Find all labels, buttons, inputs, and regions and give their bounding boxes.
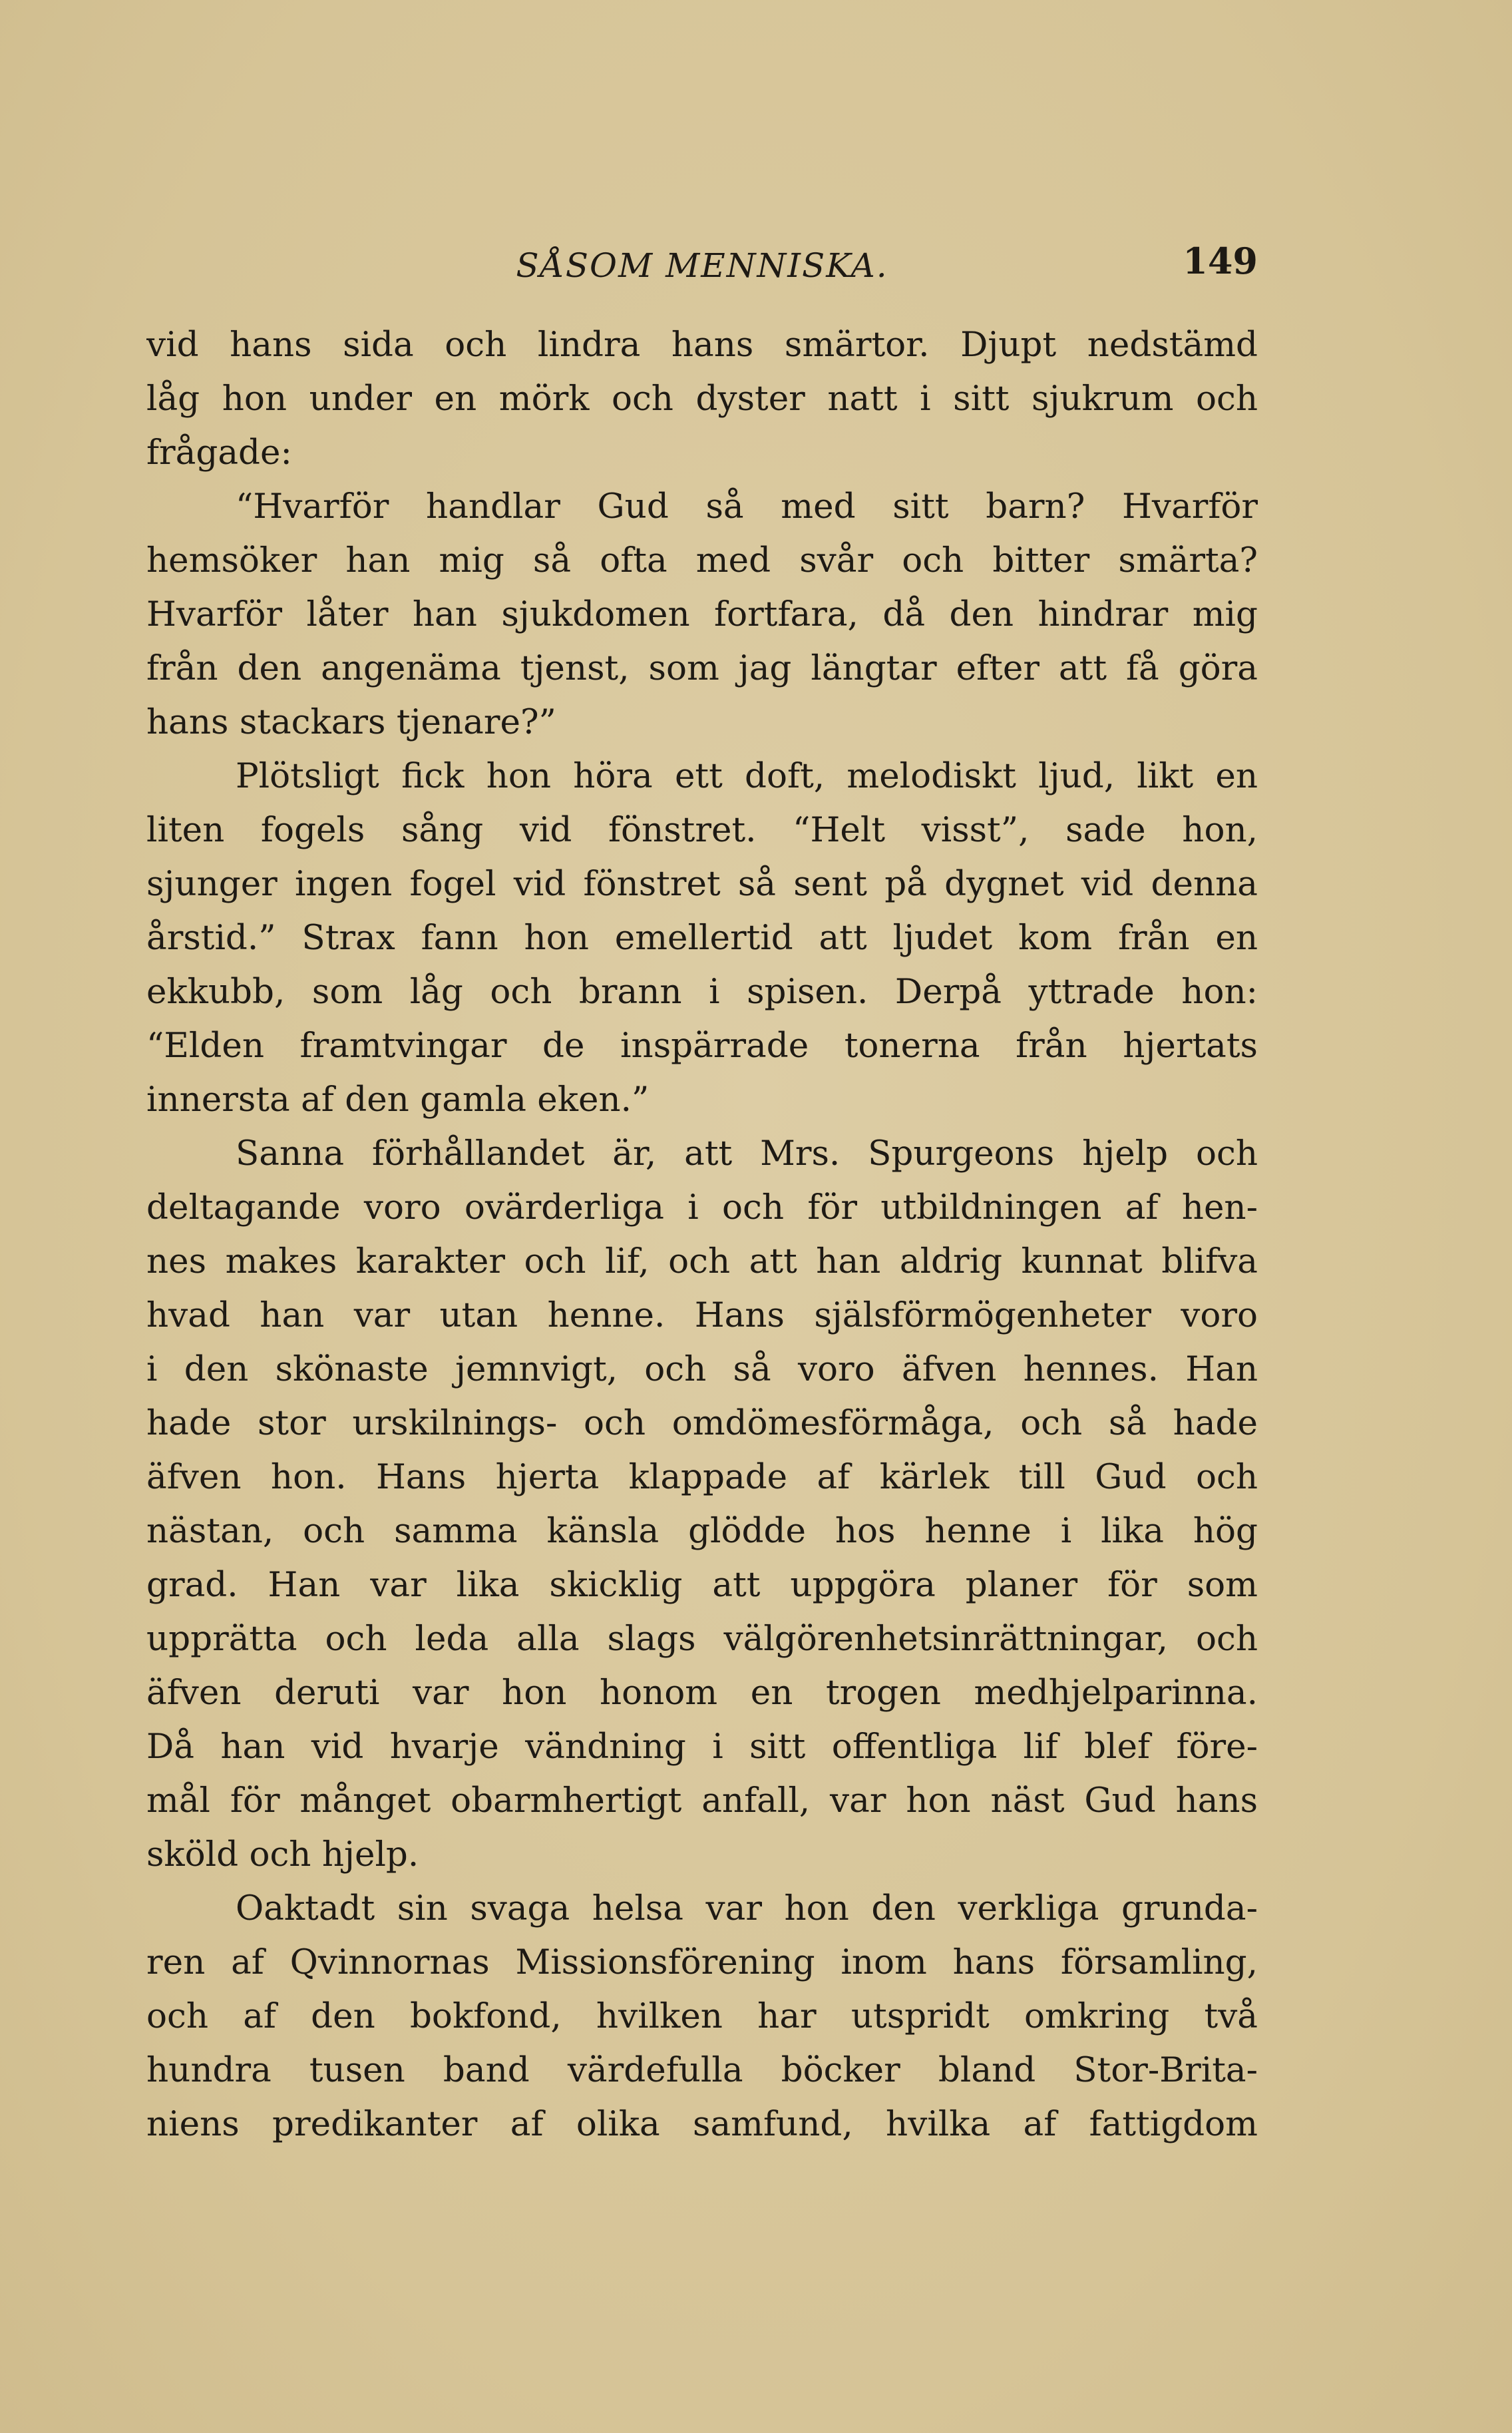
body-text [146, 318, 1258, 2151]
text-line: Hvarför låter han sjukdomen fortfara, då den hindrar mig [146, 594, 1258, 634]
page-header [146, 240, 1258, 293]
text-line: hade stor urskilnings- och omdömesförmåga, och så hade [146, 1403, 1258, 1443]
text-line: innersta af den gamla eken.” [146, 1080, 650, 1120]
text-line: äfven hon. Hans hjerta klappade af kärlek till Gud och [146, 1457, 1258, 1497]
page-number: 149 [1183, 240, 1258, 282]
text-line: äfven deruti var hon honom en trogen medhjelparinna. [146, 1673, 1258, 1713]
text-line: Då han vid hvarje vändning i sitt offentliga lif blef före- [146, 1727, 1258, 1767]
text-line: hemsöker han mig så ofta med svår och bitter smärta? [146, 541, 1258, 580]
text-line: vid hans sida och lindra hans smärtor. Djupt nedstämd [146, 325, 1258, 365]
text-line: upprätta och leda alla slags välgörenhetsinrättningar, och [146, 1619, 1258, 1659]
text-line: grad. Han var lika skicklig att uppgöra planer för som [146, 1565, 1258, 1605]
text-line: Plötsligt fick hon höra ett doft, melodiskt ljud, likt en [236, 756, 1258, 796]
text-line: Oaktadt sin svaga helsa var hon den verkliga grunda- [236, 1888, 1258, 1928]
text-line: “Elden framtvingar de inspärrade tonerna från hjertats [146, 1026, 1258, 1066]
text-line: mål för månget obarmhertigt anfall, var hon näst Gud hans [146, 1781, 1258, 1821]
text-line: sjunger ingen fogel vid fönstret så sent på dygnet vid denna [146, 864, 1258, 904]
text-line: årstid.” Strax fann hon emellertid att ljudet kom från en [146, 918, 1258, 958]
text-line: ekkubb, som låg och brann i spisen. Derpå yttrade hon: [146, 972, 1258, 1012]
text-line: sköld och hjelp. [146, 1835, 419, 1875]
text-line: “Hvarför handlar Gud så med sitt barn? Hvarför [236, 487, 1258, 527]
text-line: i den skönaste jemnvigt, och så voro äfven hennes. Han [146, 1349, 1258, 1389]
text-line: från den angenäma tjenst, som jag längtar efter att få göra [146, 648, 1258, 688]
running-head: SÅSOM MENNISKA. [516, 246, 888, 285]
text-line: låg hon under en mörk och dyster natt i sitt sjukrum och [146, 379, 1258, 419]
text-line: deltagande voro ovärderliga i och för utbildningen af hen- [146, 1188, 1258, 1227]
text-line: nes makes karakter och lif, och att han aldrig kunnat blifva [146, 1241, 1258, 1281]
text-line: hundra tusen band värdefulla böcker bland Stor-Brita- [146, 2050, 1258, 2090]
text-line: nästan, och samma känsla glödde hos henne i lika hög [146, 1511, 1258, 1551]
text-line: hvad han var utan henne. Hans själsförmögenheter voro [146, 1295, 1258, 1335]
text-line: niens predikanter af olika samfund, hvilka af fattigdom [146, 2104, 1258, 2144]
text-line: frågade: [146, 433, 292, 473]
text-line: och af den bokfond, hvilken har utspridt omkring två [146, 1996, 1258, 2036]
text-line: ren af Qvinnornas Missionsförening inom hans församling, [146, 1942, 1258, 1982]
text-line: hans stackars tjenare?” [146, 702, 556, 742]
text-line: liten fogels sång vid fönstret. “Helt visst”, sade hon, [146, 810, 1258, 850]
text-line: Sanna förhållandet är, att Mrs. Spurgeons hjelp och [236, 1134, 1258, 1174]
